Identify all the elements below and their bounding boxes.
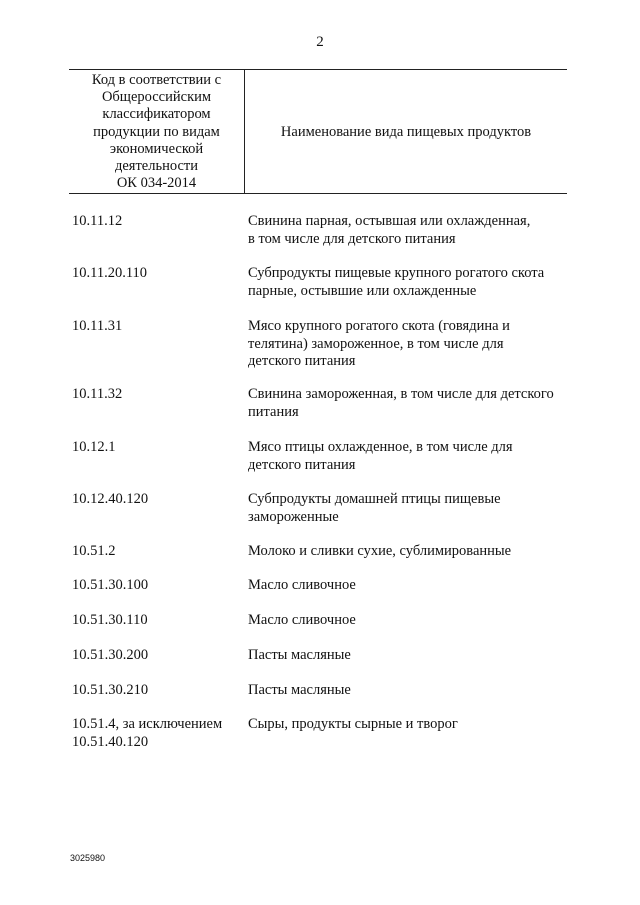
table-header: [69, 69, 567, 194]
row-code: 10.51.30.100: [72, 577, 149, 593]
row-code: 10.51.30.200: [72, 647, 149, 663]
row-name: Пасты масляные: [248, 682, 351, 698]
header-name-column: Наименование вида пищевых продуктов: [280, 124, 532, 140]
row-name: Мясо птицы охлажденное, в том числе для детского питания: [248, 439, 513, 473]
row-code: 10.51.2: [72, 543, 116, 559]
row-code: 10.12.1: [72, 439, 116, 455]
row-name: Мясо крупного рогатого скота (говядина и телятина) замороженное, в том числе для детского питания: [248, 318, 510, 369]
row-code: 10.51.30.210: [72, 682, 149, 698]
header-code-line: классификатором: [102, 106, 211, 123]
row-code: 10.51.30.110: [72, 612, 148, 628]
row-code: 10.11.12: [72, 213, 123, 229]
row-name: Субпродукты пищевые крупного рогатого скота парные, остывшие или охлажденные: [248, 265, 545, 299]
row-code: 10.11.20.110: [72, 265, 148, 281]
header-code-line: деятельности: [114, 158, 198, 175]
page-number: 2: [316, 34, 324, 50]
row-name: Молоко и сливки сухие, сублимированные: [248, 543, 512, 559]
header-code-line: продукции по видам: [93, 123, 220, 140]
row-name: Масло сливочное: [248, 612, 356, 628]
row-name: Свинина замороженная, в том числе для детского питания: [248, 386, 554, 420]
header-code-line: ОК 034-2014: [116, 175, 197, 192]
row-code: 10.11.31: [72, 318, 123, 334]
header-code-line: Общероссийским: [101, 89, 212, 106]
header-code-column: [69, 72, 244, 192]
header-code-line: Код в соответствии с: [91, 72, 222, 88]
row-name: Сыры, продукты сырные и творог: [248, 716, 458, 732]
row-name: Субпродукты домашней птицы пищевые замороженные: [248, 491, 501, 525]
document-id: 3025980: [70, 853, 106, 863]
row-name: Пасты масляные: [248, 647, 351, 663]
row-code: 10.51.4, за исключением 10.51.40.120: [72, 716, 223, 750]
row-code: 10.11.32: [72, 386, 123, 402]
header-code-line: экономической: [109, 140, 204, 157]
row-name: Масло сливочное: [248, 577, 356, 593]
row-code: 10.12.40.120: [72, 491, 149, 507]
row-name: Свинина парная, остывшая или охлажденная, в том числе для детского питания: [248, 213, 531, 247]
